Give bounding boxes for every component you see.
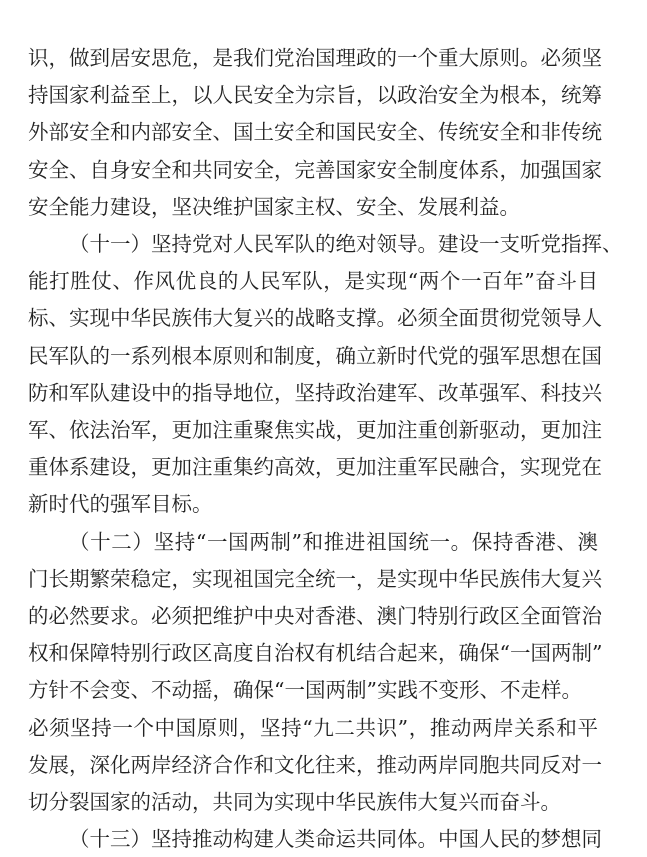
text-line: 发展，深化两岸经济合作和文化往来，推动两岸同胞共同反对一 — [28, 752, 602, 777]
text-line: 重体系建设，更加注重集约高效，更加注重军民融合，实现党在 — [28, 455, 602, 480]
paragraph-start-line: （十二）坚持“一国两制”和推进祖国统一。保持香港、澳 — [69, 529, 598, 554]
text-line: 标、实现中华民族伟大复兴的战略支撑。必须全面贯彻党领导人 — [28, 306, 602, 331]
text-line: 识，做到居安思危，是我们党治国理政的一个重大原则。必须坚 — [28, 46, 602, 70]
text-line: 方针不会变、不动摇，确保“一国两制”实践不变形、不走样。 — [28, 678, 582, 703]
text-line: 必须坚持一个中国原则，坚持“九二共识”，推动两岸关系和平 — [28, 715, 598, 740]
text-line: 切分裂国家的活动，共同为实现中华民族伟大复兴而奋斗。 — [28, 790, 561, 814]
text-line: 外部安全和内部安全、国土安全和国民安全、传统安全和非传统 — [28, 120, 602, 145]
text-line: 安全能力建设，坚决维护国家主权、安全、发展利益。 — [28, 194, 520, 219]
text-line: 持国家利益至上，以人民安全为宗旨，以政治安全为根本，统筹 — [28, 83, 602, 108]
text-line: 能打胜仗、作风优良的人民军队，是实现“两个一百年”奋斗目 — [28, 269, 598, 294]
text-line: 门长期繁荣稳定，实现祖国完全统一，是实现中华民族伟大复兴 — [28, 566, 602, 591]
text-line: 安全、自身安全和共同安全，完善国家安全制度体系，加强国家 — [28, 157, 602, 182]
text-line: 军、依法治军，更加注重聚焦实战，更加注重创新驱动，更加注 — [28, 418, 602, 442]
text-line: 权和保障特别行政区高度自治权有机结合起来，确保“一国两制” — [28, 641, 603, 666]
text-line: 新时代的强军目标。 — [28, 492, 213, 517]
paragraph-start-line: （十一）坚持党对人民军队的绝对领导。建设一支听党指挥、 — [69, 232, 623, 256]
paragraph-start-line: （十三）坚持推动构建人类命运共同体。中国人民的梦想同 — [69, 827, 602, 852]
text-line: 民军队的一系列根本原则和制度，确立新时代党的强军思想在国 — [28, 343, 602, 368]
text-line: 的必然要求。必须把维护中央对香港、澳门特别行政区全面管治 — [28, 604, 602, 628]
text-line: 防和军队建设中的指导地位，坚持政治建军、改革强军、科技兴 — [28, 380, 602, 405]
